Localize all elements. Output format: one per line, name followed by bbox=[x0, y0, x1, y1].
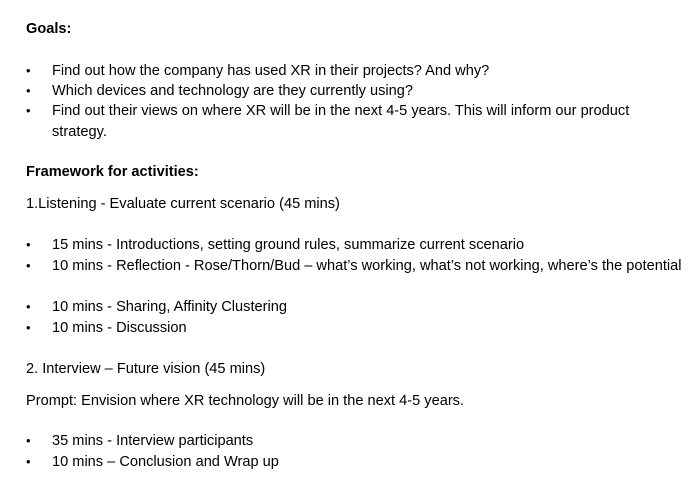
listening-item-text: 10 mins - Discussion bbox=[52, 320, 187, 336]
listening-item bbox=[26, 297, 686, 318]
interview-item-text: 10 mins – Conclusion and Wrap up bbox=[52, 454, 279, 470]
bullet-icon: • bbox=[26, 299, 31, 314]
goal-item-text: Which devices and technology are they currently using? bbox=[52, 83, 413, 99]
interview-title: 2. Interview – Future vision (45 mins) bbox=[26, 361, 266, 377]
interview-item bbox=[26, 452, 686, 473]
bullet-icon: • bbox=[26, 320, 31, 335]
listening-title: 1.Listening - Evaluate current scenario (45 mins) bbox=[26, 196, 340, 212]
bullet-icon: • bbox=[26, 63, 31, 78]
bullet-icon: • bbox=[26, 83, 31, 98]
goal-item bbox=[26, 61, 686, 82]
interview-item bbox=[26, 431, 686, 452]
listening-item bbox=[26, 318, 686, 339]
listening-item-text: 10 mins - Reflection - Rose/Thorn/Bud – what’s working, what’s not working, where’s the potential bbox=[52, 258, 682, 274]
listening-item bbox=[26, 256, 686, 277]
goals-heading: Goals: bbox=[26, 21, 72, 37]
framework-heading: Framework for activities: bbox=[26, 164, 199, 180]
bullet-icon: • bbox=[26, 433, 31, 448]
goal-item bbox=[26, 81, 686, 102]
interview-prompt: Prompt: Envision where XR technology will be in the next 4-5 years. bbox=[26, 393, 465, 409]
goal-item bbox=[26, 101, 686, 142]
goal-item-text: Find out how the company has used XR in their projects? And why? bbox=[52, 63, 490, 79]
goal-item-text: Find out their views on where XR will be in the next 4-5 years. This will inform our product strategy. bbox=[52, 103, 630, 140]
listening-item bbox=[26, 235, 686, 256]
interview-item-text: 35 mins - Interview participants bbox=[52, 433, 254, 449]
bullet-icon: • bbox=[26, 237, 31, 252]
listening-item-text: 15 mins - Introductions, setting ground rules, summarize current scenario bbox=[52, 237, 525, 253]
bullet-icon: • bbox=[26, 103, 31, 118]
bullet-icon: • bbox=[26, 258, 31, 273]
bullet-icon: • bbox=[26, 454, 31, 469]
listening-item-text: 10 mins - Sharing, Affinity Clustering bbox=[52, 299, 287, 315]
